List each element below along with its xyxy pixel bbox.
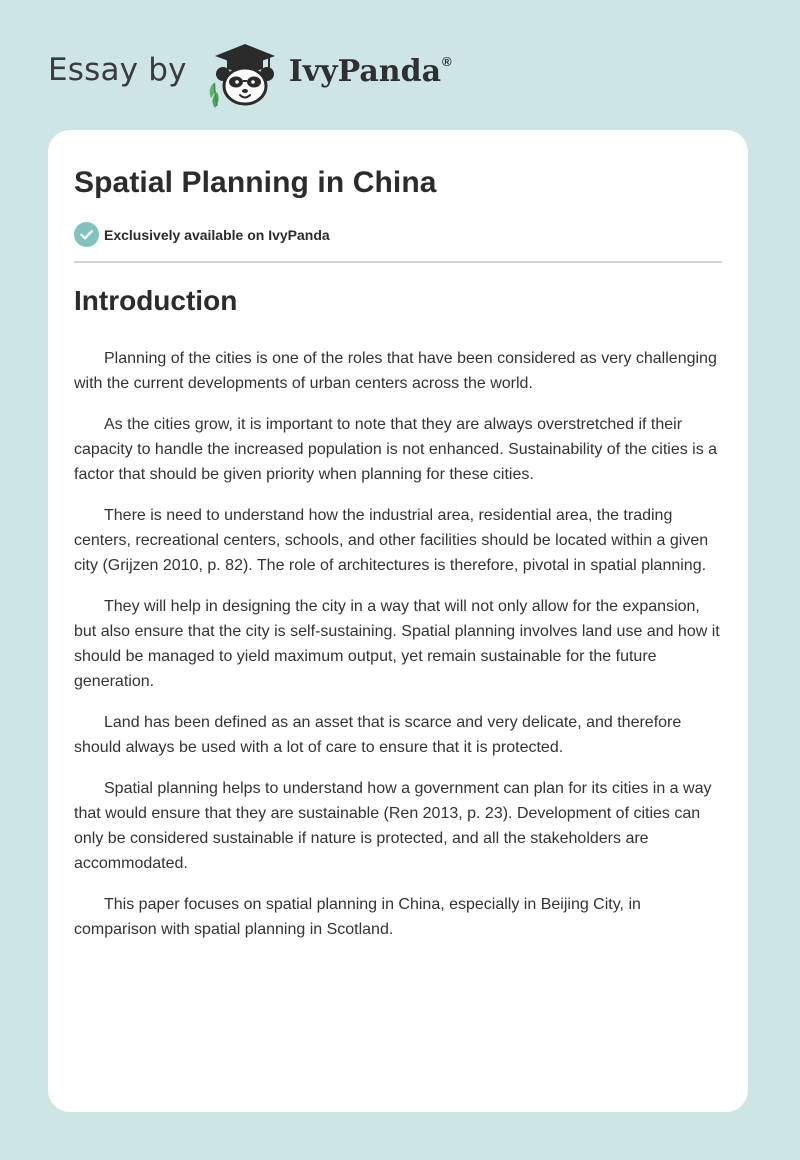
- check-circle-icon: [74, 222, 99, 247]
- paragraph: There is need to understand how the industrial area, residential area, the trading centers, recreational centers, schools, and other facilities should be located within a given city (Grijzen 2010, p. 82). The role of architectures is therefore, pivotal in spatial planning.: [74, 507, 709, 574]
- paragraph: This paper focuses on spatial planning in China, especially in Beijing City, in comparison with spatial planning in Scotland.: [74, 896, 641, 938]
- page-title: Spatial Planning in China: [74, 166, 437, 199]
- exclusive-badge: [74, 222, 330, 247]
- paragraph: They will help in designing the city in a way that will not only allow for the expansion, but also ensure that the city is self-sustaining. Spatial planning involves land use and how it should be managed to yield maximum output, yet remain sustainable for the future generation.: [74, 598, 720, 690]
- essay-card: [48, 130, 748, 1112]
- ivypanda-wordmark[interactable]: [289, 54, 452, 89]
- exclusive-badge-label: Exclusively available on IvyPanda: [104, 226, 330, 243]
- site-header: [48, 36, 452, 108]
- paragraph: Planning of the cities is one of the roles that have been considered as very challenging with the current developments of urban centers across the world.: [74, 350, 717, 392]
- section-heading-introduction: Introduction: [74, 285, 238, 316]
- brand-name-text: IvyPanda: [288, 53, 442, 89]
- registered-mark: ®: [442, 53, 452, 69]
- paragraph: Spatial planning helps to understand how a government can plan for its cities in a way that would ensure that they are sustainable (Ren 2013, p. 23). Development of cities can only be considered sustainable if nature is protected, and all the stakeholders are accommodated.: [74, 780, 712, 872]
- paragraph: As the cities grow, it is important to note that they are always overstretched if their capacity to handle the increased population is not enhanced. Sustainability of the cities is a factor that should be given priority when planning for these cities.: [74, 416, 718, 483]
- panda-graduate-logo-icon[interactable]: [199, 36, 291, 108]
- title-divider: [74, 261, 722, 263]
- essay-by-label: Essay by: [48, 52, 187, 88]
- paragraph: Land has been defined as an asset that is scarce and very delicate, and therefore should always be used with a lot of care to ensure that it is protected.: [74, 714, 682, 756]
- introduction-body: [74, 346, 726, 958]
